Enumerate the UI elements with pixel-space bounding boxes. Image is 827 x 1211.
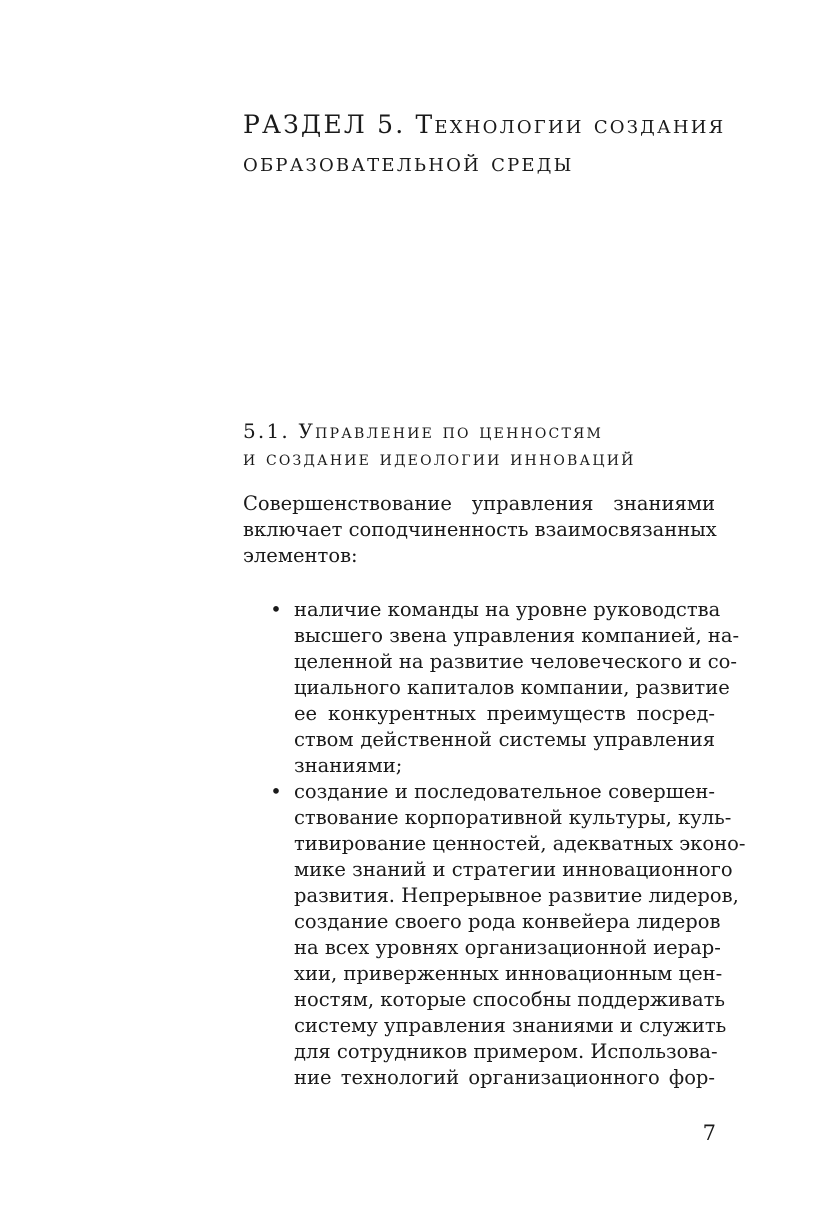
chapter-title [243,106,733,182]
list-item-line: систему управления знаниями и служить [294,1014,727,1037]
list-item-line: ностям, которые способны поддерживать [294,988,725,1011]
list-item-line: ством действенной системы управления [294,728,715,751]
list-item-line: развития. Непрерывное развитие лидеров, [294,884,739,907]
list-item-line: на всех уровнях организационной иерар- [294,936,721,959]
list-item-line: высшего звена управления компанией, на- [294,624,740,647]
list-item-line: ние технологий организационного фор- [294,1066,715,1089]
list-item-line: ствование корпоративной культуры, куль- [294,806,732,829]
section-title [243,418,733,472]
list-item-line: тивирование ценностей, адекватных эконо- [294,832,746,855]
paragraph-line: Совершенствование управления знаниями [243,492,715,515]
list-item-line: мике знаний и стратегии инновационного [294,858,733,881]
bullet-marker: • [270,780,282,803]
paragraph-line: элементов: [243,544,358,567]
section-title-line: и создание идеологии инноваций [243,446,636,470]
intro-paragraph [243,491,715,569]
bullet-list [243,597,746,1091]
list-item-line: целенной на развитие человеческого и со- [294,650,737,673]
bullet-marker: • [270,598,282,621]
list-item-line: хии, приверженных инновационным цен- [294,962,723,985]
list-item-line: знаниями; [294,754,403,777]
chapter-title-line: РАЗДЕЛ 5. Технологии создания [243,110,726,139]
list-item-line: циального капиталов компании, развитие [294,676,730,699]
list-item [243,779,746,1091]
list-item [243,597,740,779]
list-item-line: создание своего рода конвейера лидеров [294,910,721,933]
paragraph-line: включает соподчиненность взаимосвязанных [243,518,717,541]
list-item-line: для сотрудников примером. Использова- [294,1040,718,1063]
list-item-line: создание и последовательное совершен- [294,780,715,803]
list-item-line: наличие команды на уровне руководства [294,598,721,621]
list-item-line: ее конкурентных преимуществ посред- [294,702,715,725]
section-title-line: 5.1. Управление по ценностям [243,419,604,443]
chapter-title-line: образовательной среды [243,148,574,177]
page-number: 7 [702,1121,716,1145]
